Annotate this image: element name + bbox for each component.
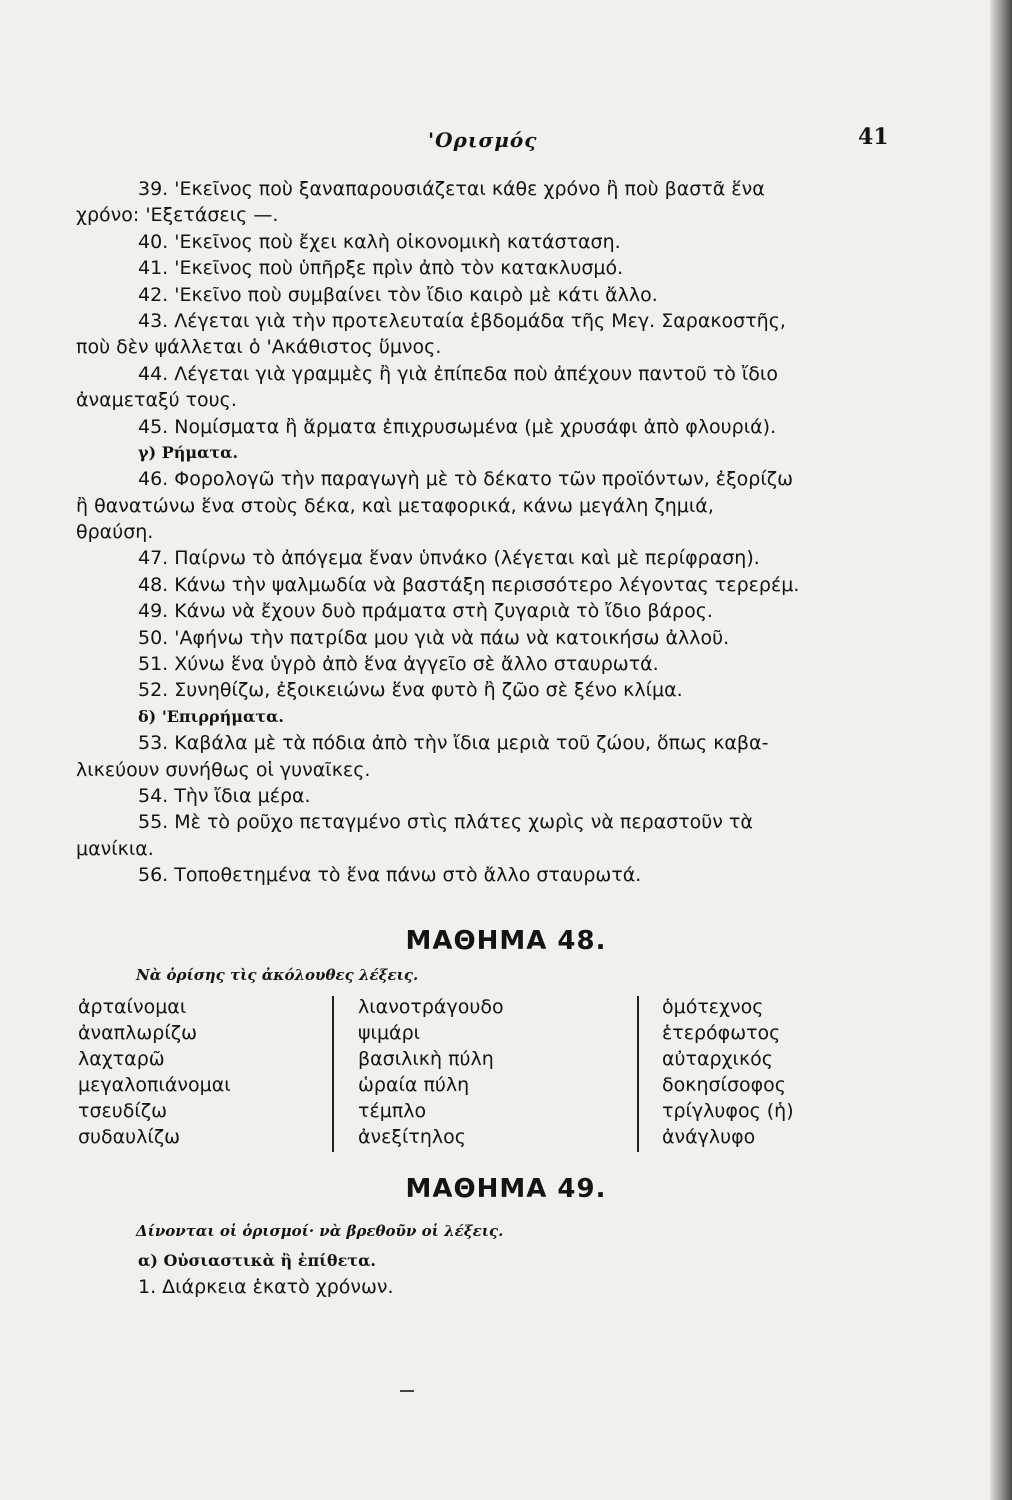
word-item: βασιλικὴ πύλη [358, 1048, 494, 1070]
page-number: 41 [858, 124, 889, 150]
section-heading-adverbs: δ) 'Επιρρήματα. [138, 706, 284, 726]
definition-line: ἢ θανατώνω ἕνα στοὺς δέκα, καὶ μεταφορικά, κάνω μεγάλη ζημιά, [76, 494, 714, 517]
definition-line: ἀναμεταξύ τους. [76, 389, 237, 412]
definition-line: χρόνο: 'Εξετάσεις —. [76, 204, 279, 227]
word-item: ἀνεξίτηλος [358, 1126, 466, 1148]
definition-line: 51. Χύνω ἕνα ὑγρὸ ἀπὸ ἕνα ἀγγεῖο σὲ ἄλλο σταυρωτά. [138, 653, 659, 676]
word-item: αὐταρχικός [662, 1048, 773, 1070]
section-heading-nouns: α) Οὐσιαστικὰ ἢ ἐπίθετα. [138, 1251, 376, 1270]
section-heading-verbs: γ) Ρήματα. [138, 442, 239, 462]
lesson-49-instruction: Δίνονται οἱ ὁρισμοί· νὰ βρεθοῦν οἱ λέξεις. [136, 1222, 504, 1240]
definition-line: 44. Λέγεται γιὰ γραμμὲς ἢ γιὰ ἐπίπεδα ποὺ ἀπέχουν παντοῦ τὸ ἴδιο [138, 362, 778, 385]
word-item: ὡραία πύλη [358, 1074, 470, 1096]
definition-line: 48. Κάνω τὴν ψαλμωδία νὰ βαστάξη περισσότερο λέγοντας τερερέμ. [138, 573, 800, 596]
word-item: ἑτερόφωτος [662, 1022, 781, 1044]
definition-line: 40. 'Εκεῖνος ποὺ ἔχει καλὴ οἰκονομικὴ κατάσταση. [138, 230, 621, 253]
definition-line: λικεύουν συνήθως οἱ γυναῖκες. [76, 758, 371, 781]
definition-line: 41. 'Εκεῖνος ποὺ ὑπῆρξε πρὶν ἀπὸ τὸν κατακλυσμό. [138, 257, 624, 280]
lesson-49-title: ΜΑΘΗΜΑ 49. [405, 1174, 607, 1204]
definition-line: 56. Τοποθετημένα τὸ ἕνα πάνω στὸ ἄλλο σταυρωτά. [138, 864, 642, 887]
column-divider [332, 996, 334, 1152]
word-item: ἀρταίνομαι [78, 996, 187, 1018]
definition-line: ποὺ δὲν ψάλλεται ὁ 'Ακάθιστος ὕμνος. [76, 336, 442, 359]
word-item: ἀναπλωρίζω [78, 1022, 197, 1044]
word-item: δοκησίσοφος [662, 1074, 786, 1096]
word-item: τσευδίζω [78, 1100, 168, 1122]
word-column-2 [358, 994, 504, 1150]
definition-line: 1. Διάρκεια ἑκατὸ χρόνων. [138, 1276, 394, 1299]
bottom-dash-mark [400, 1390, 414, 1392]
lesson-49-list [76, 1248, 896, 1301]
word-item: τέμπλο [358, 1100, 427, 1122]
definition-line: 55. Μὲ τὸ ροῦχο πεταγμένο στὶς πλάτες χωρὶς νὰ περαστοῦν τὰ [138, 811, 753, 834]
lesson-48-instruction: Νὰ ὁρίσης τὶς ἀκόλουθες λέξεις. [136, 966, 419, 984]
definition-line: 49. Κάνω νὰ ἔχουν δυὸ πράματα στὴ ζυγαριὰ τὸ ἴδιο βάρος. [138, 600, 713, 623]
definitions-list [76, 176, 896, 889]
word-item: μεγαλοπιάνομαι [78, 1074, 231, 1096]
word-column-1 [78, 994, 231, 1150]
word-item: λιανοτράγουδο [358, 996, 504, 1018]
word-item: συδαυλίζω [78, 1126, 181, 1148]
definition-line: 43. Λέγεται γιὰ τὴν προτελευταία ἑβδομάδα τῆς Μεγ. Σαρακοστῆς, [138, 309, 786, 332]
definition-line: 52. Συνηθίζω, ἐξοικειώνω ἕνα φυτὸ ἢ ζῶο σὲ ξένο κλίμα. [138, 679, 683, 702]
word-item: ἀνάγλυφο [662, 1126, 756, 1148]
definition-line: 42. 'Εκεῖνο ποὺ συμβαίνει τὸν ἴδιο καιρὸ μὲ κάτι ἄλλο. [138, 283, 658, 306]
definition-line: 50. 'Αφήνω τὴν πατρίδα μου γιὰ νὰ πάω νὰ κατοικήσω ἀλλοῦ. [138, 626, 730, 649]
lesson-48-title: ΜΑΘΗΜΑ 48. [405, 926, 607, 956]
running-header-title: 'Ορισμός [428, 128, 538, 152]
word-column-3 [662, 994, 794, 1150]
definition-line: 46. Φορολογῶ τὴν παραγωγὴ μὲ τὸ δέκατο τῶν προϊόντων, ἐξορίζω [138, 468, 794, 491]
word-item: τρίγλυφος (ἡ) [662, 1100, 794, 1122]
column-divider [637, 996, 639, 1152]
page-edge-shadow [990, 0, 1012, 1500]
definition-line: 47. Παίρνω τὸ ἀπόγεμα ἕναν ὑπνάκο (λέγεται καὶ μὲ περίφραση). [138, 547, 760, 570]
word-item: ψιμάρι [358, 1022, 421, 1044]
definition-line: 45. Νομίσματα ἢ ἅρματα ἐπιχρυσωμένα (μὲ χρυσάφι ἀπὸ φλουριά). [138, 415, 777, 438]
definition-line: μανίκια. [76, 837, 154, 860]
definition-line: 39. 'Εκεῖνος ποὺ ξαναπαρουσιάζεται κάθε χρόνο ἢ ποὺ βαστᾶ ἕνα [138, 178, 765, 200]
definition-line: θραύση. [76, 521, 154, 544]
definition-line: 54. Τὴν ἴδια μέρα. [138, 784, 311, 807]
word-item: λαχταρῶ [78, 1048, 165, 1070]
definition-line: 53. Καβάλα μὲ τὰ πόδια ἀπὸ τὴν ἴδια μεριὰ τοῦ ζώου, ὅπως καβα- [138, 732, 769, 755]
word-item: ὁμότεχνος [662, 996, 764, 1018]
